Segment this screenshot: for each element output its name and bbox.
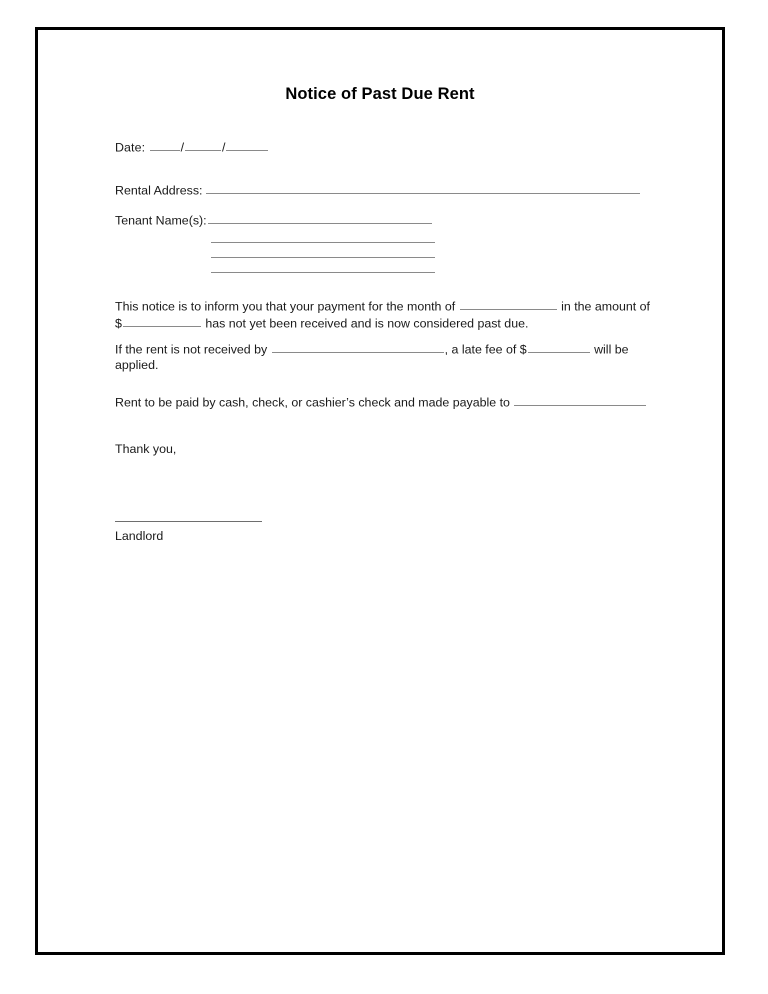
month-blank[interactable] xyxy=(460,298,557,310)
notice-text-part-3: $ xyxy=(115,316,122,331)
notice-text-part-2: in the amount of xyxy=(561,299,650,314)
rental-address-blank[interactable] xyxy=(206,182,640,194)
payment-method-paragraph xyxy=(115,394,658,411)
date-field-row xyxy=(115,139,269,154)
notice-text-part-1: This notice is to inform you that your payment for the month of xyxy=(115,299,456,314)
late-fee-text-part-1: If the rent is not received by xyxy=(115,342,268,357)
tenant-names-row xyxy=(115,212,433,227)
tenant-name-blank-1[interactable] xyxy=(208,212,432,224)
amount-blank[interactable] xyxy=(123,315,201,327)
rental-address-label: Rental Address: xyxy=(115,183,203,198)
late-fee-blank[interactable] xyxy=(528,341,590,353)
tenant-name-blank-2[interactable] xyxy=(211,242,435,243)
date-separator-1: / xyxy=(180,140,185,155)
past-due-notice-paragraph xyxy=(115,298,658,332)
date-day-blank[interactable] xyxy=(185,139,221,151)
late-fee-text-part-3: will be applied. xyxy=(115,342,629,372)
tenant-name-blank-3[interactable] xyxy=(211,257,435,258)
tenant-name-blank-4[interactable] xyxy=(211,272,435,273)
date-label: Date: xyxy=(115,140,146,155)
rental-address-row xyxy=(115,182,641,197)
notice-text-part-4: has not yet been received and is now considered past due. xyxy=(205,316,529,331)
payee-blank[interactable] xyxy=(514,394,646,406)
landlord-signature-label: Landlord xyxy=(115,529,164,543)
page-title: Notice of Past Due Rent xyxy=(285,85,475,103)
date-separator-2: / xyxy=(222,140,226,155)
tenant-names-label: Tenant Name(s): xyxy=(115,213,207,228)
due-date-blank[interactable] xyxy=(272,341,444,353)
document-page-border xyxy=(35,27,725,955)
payment-method-text: Rent to be paid by cash, check, or cashier’s check and made payable to xyxy=(115,395,510,410)
date-year-blank[interactable] xyxy=(226,139,268,151)
late-fee-paragraph xyxy=(115,341,658,373)
closing-text: Thank you, xyxy=(115,442,177,456)
late-fee-text-part-2: , a late fee of $ xyxy=(444,342,527,357)
landlord-signature-line[interactable] xyxy=(115,521,262,522)
date-month-blank[interactable] xyxy=(150,139,180,151)
